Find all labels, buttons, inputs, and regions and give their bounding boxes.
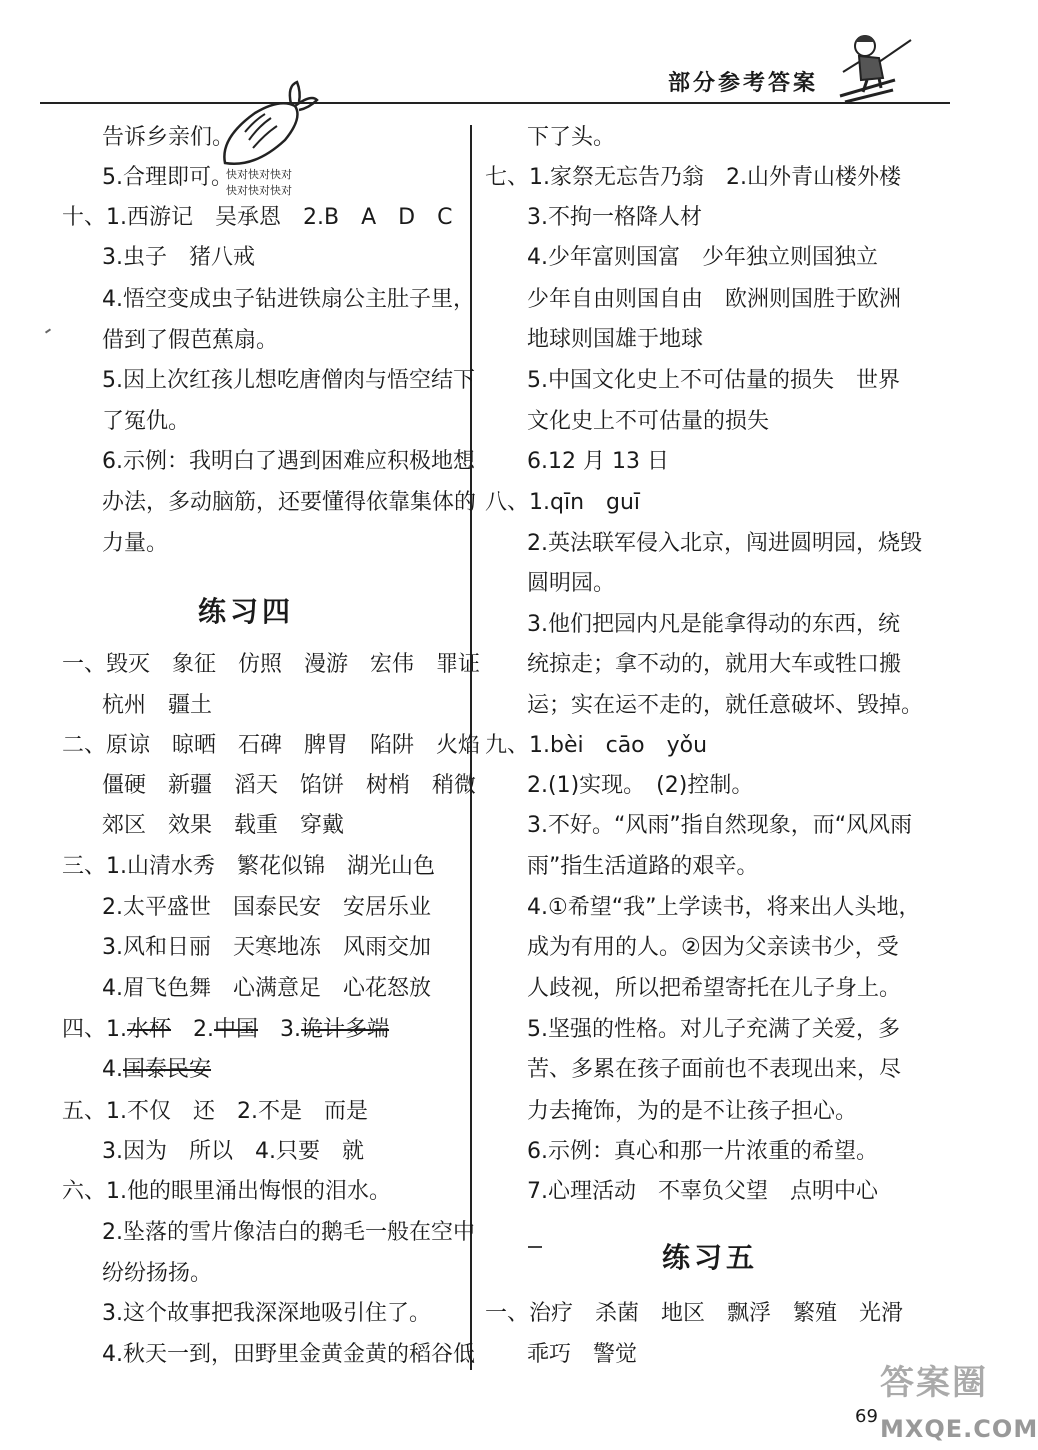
answer-line: 人歧视，所以把希望寄托在儿子身上。 [527,976,902,1001]
answer-line: 借到了假芭蕉扇。 [102,328,279,353]
answer-line: 5.合理即可。 [102,165,233,190]
answer-line: 2.太平盛世 国泰民安 安居乐业 [102,895,431,920]
answer-line: 3.不好。“风雨”指自然现象，而“风风雨 [527,813,913,838]
stray-mark [528,1246,542,1248]
watermark-url: MXQE.COM [880,1415,1038,1443]
answer-line: 纷纷扬扬。 [102,1261,213,1286]
answer-prefix: 3. [258,1017,302,1042]
answer-line: 圆明园。 [527,571,616,596]
skier-icon [835,28,915,108]
answer-line: 运；实在运不走的，就任意破坏、毁掉。 [527,693,924,718]
answer-line: 苦、多累在孩子面前也不表现出来，尽 [527,1057,902,1082]
answer-line: 4.悟空变成虫子钻进铁扇公主肚子里， [102,287,475,312]
answer-line: 六、1.他的眼里涌出悔恨的泪水。 [62,1179,391,1204]
answer-line: 4.少年富则国富 少年独立则国独立 [527,245,878,270]
answer-line-strikethrough [102,1050,211,1090]
section-title-exercise-4: 练习四 [198,595,295,628]
watermark-logo: 答案圈 [880,1363,988,1403]
header-title: 部分参考答案 [668,71,819,96]
answer-line: 了冤仇。 [102,409,191,434]
answer-prefix: 四、1. [62,1017,127,1042]
answer-line: 少年自由则国自由 欧洲则国胜于欧洲 [527,287,902,312]
answer-line: 九、1.bèi cāo yǒu [485,733,708,758]
answer-line: 6.示例：我明白了遇到困难应积极地想 [102,449,475,474]
section-title-exercise-5: 练习五 [662,1241,759,1274]
struck-word: 中国 [214,1017,259,1042]
print-speck [45,328,51,333]
answer-line: 文化史上不可估量的损失 [527,409,770,434]
answer-line: 雨”指生活道路的艰辛。 [527,854,759,879]
answer-line: 统掠走；拿不动的，就用大车或牲口搬 [527,652,902,677]
answer-line: 3.他们把园内凡是能拿得动的东西，统 [527,612,900,637]
answer-line: 三、1.山清水秀 繁花似锦 湖光山色 [62,854,435,879]
struck-word: 水杯 [127,1017,172,1042]
struck-word: 国泰民安 [123,1057,212,1082]
answer-line: 7.心理活动 不辜负父望 点明中心 [527,1179,878,1204]
carrot-caption-2: 快对快对快对 [226,184,292,197]
answer-line: 5.坚强的性格。对儿子充满了关爱，多 [527,1017,900,1042]
answer-line: 6.12 月 13 日 [527,449,669,474]
answer-line: 七、1.家祭无忘告乃翁 2.山外青山楼外楼 [485,165,901,190]
struck-word: 诡计多端 [301,1017,390,1042]
answer-line: 力去掩饰，为的是不让孩子担心。 [527,1099,858,1124]
answer-line: 地球则国雄于地球 [527,327,704,352]
answer-line: 二、原谅 晾晒 石碑 脾胃 陷阱 火焰 [62,733,481,758]
answer-line: 僵硬 新疆 滔天 馅饼 树梢 稍微 [102,773,477,798]
page-number: 69 [855,1406,878,1427]
answer-line: 郊区 效果 载重 穿戴 [102,813,345,838]
answer-line: 一、治疗 杀菌 地区 飘浮 繁殖 光滑 [485,1301,904,1326]
answer-line: 3.这个故事把我深深地吸引住了。 [102,1301,431,1326]
answer-line: 3.不拘一格降人材 [527,205,702,230]
answer-line: 2.英法联军侵入北京，闯进圆明园，烧毁 [527,531,922,556]
answer-line: 3.虫子 猪八戒 [102,245,255,270]
answer-line: 一、毁灭 象征 仿照 漫游 宏伟 罪证 [62,652,481,677]
answer-line: 力量。 [102,531,169,556]
answer-line: 4.①希望“我”上学读书，将来出人头地， [527,895,921,920]
answer-prefix: 2. [171,1017,215,1042]
answer-line: 5.中国文化史上不可估量的损失 世界 [527,368,900,393]
answer-line: 4.秋天一到，田野里金黄金黄的稻谷低 [102,1342,475,1367]
answer-line: 杭州 疆土 [102,693,213,718]
answer-line: 八、1.qīn guī [485,490,641,515]
answer-line: 6.示例：真心和那一片浓重的希望。 [527,1139,878,1164]
carrot-caption-1: 快对快对快对 [226,168,292,181]
answer-line-strikethrough [62,1010,389,1050]
answer-line: 3.风和日丽 天寒地冻 风雨交加 [102,935,431,960]
answer-line: 4.眉飞色舞 心满意足 心花怒放 [102,976,431,1001]
answer-prefix: 4. [102,1057,123,1082]
answer-line: 成为有用的人。②因为父亲读书少，受 [527,935,899,960]
answer-line: 3.因为 所以 4.只要 就 [102,1139,364,1164]
answer-line: 5.因上次红孩儿想吃唐僧肉与悟空结下 [102,368,475,393]
answer-line: 五、1.不仅 还 2.不是 而是 [62,1099,368,1124]
answer-line: 乖巧 警觉 [527,1342,638,1367]
answer-line: 下了头。 [527,125,616,150]
answer-line: 2.坠落的雪片像洁白的鹅毛一般在空中 [102,1220,475,1245]
header-rule [40,102,950,104]
answer-line: 告诉乡亲们。 [102,125,235,150]
answer-line: 办法，多动脑筋，还要懂得依靠集体的 [102,490,477,515]
answer-line: 2.(1)实现。 (2)控制。 [527,773,754,798]
answer-line: 十、1.西游记 吴承恩 2.B A D C [62,205,453,230]
